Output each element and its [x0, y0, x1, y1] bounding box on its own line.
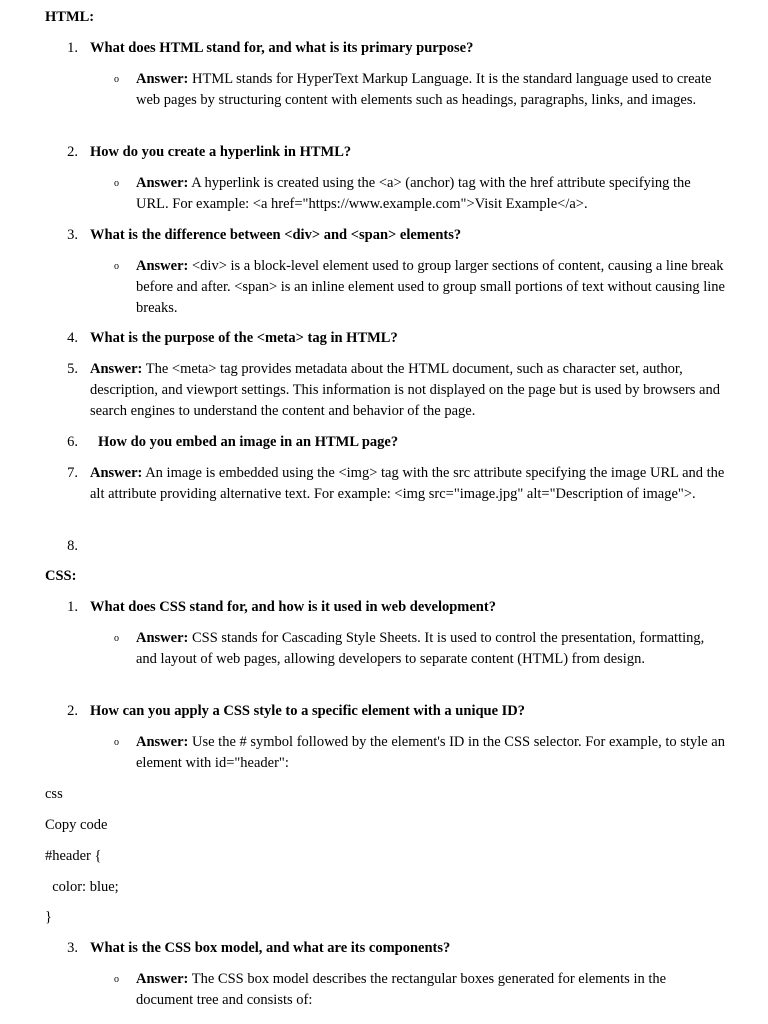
bullet-icon: o: [114, 737, 119, 748]
answer-label: Answer:: [90, 465, 143, 481]
question-css-2: How can you apply a CSS style to a specific element with a unique ID?: [90, 703, 526, 719]
bullet-icon: o: [114, 633, 119, 644]
answer-text: CSS stands for Cascading Style Sheets. It is used to control the presentation, formatting, and layout of web pages, allowing developers to separate content (HTML) from design.: [136, 630, 705, 667]
list-number: 4.: [67, 330, 78, 346]
question-html-1: What does HTML stand for, and what is its primary purpose?: [90, 40, 474, 56]
answer-css-2: [136, 732, 726, 774]
answer-css-3: [136, 969, 726, 1011]
code-language-label: css: [45, 786, 63, 802]
answer-text: The CSS box model describes the rectangular boxes generated for elements in the document tree and consists of:: [136, 971, 667, 1008]
question-css-1: What does CSS stand for, and how is it used in web development?: [90, 599, 496, 615]
answer-html-3: [136, 256, 726, 319]
answer-label: Answer:: [136, 175, 189, 191]
answer-label: Answer:: [136, 71, 189, 87]
list-number: 2.: [67, 144, 78, 160]
answer-label: Answer:: [136, 971, 189, 987]
list-number: 1.: [67, 599, 78, 615]
copy-code-button[interactable]: Copy code: [45, 817, 108, 833]
answer-text: <div> is a block-level element used to group larger sections of content, causing a line break before and after. <span> is an inline element used to group small portions of text without causing line breaks.: [136, 258, 725, 316]
question-html-2: How do you create a hyperlink in HTML?: [90, 144, 352, 160]
answer-html-2: [136, 173, 726, 215]
bullet-icon: o: [114, 974, 119, 985]
answer-label: Answer:: [90, 361, 143, 377]
bullet-icon: o: [114, 178, 119, 189]
code-line: color: blue;: [45, 879, 119, 895]
answer-label: Answer:: [136, 734, 189, 750]
css-section-heading: CSS:: [45, 568, 77, 584]
question-html-4: What is the purpose of the <meta> tag in HTML?: [90, 330, 398, 346]
answer-text: HTML stands for HyperText Markup Language. It is the standard language used to create web pages by structuring content with elements such as headings, paragraphs, links, and images.: [136, 71, 712, 108]
answer-label: Answer:: [136, 630, 189, 646]
list-number: 8.: [67, 538, 78, 554]
html-section-heading: HTML:: [45, 9, 95, 25]
answer-text: A hyperlink is created using the <a> (anchor) tag with the href attribute specifying the URL. For example: <a href="https://www.example.com">Visit Example</a>.: [136, 175, 691, 212]
question-html-3: What is the difference between <div> and <span> elements?: [90, 227, 462, 243]
code-line: #header {: [45, 848, 102, 864]
answer-html-1: [136, 69, 726, 111]
list-number: 6.: [67, 434, 78, 450]
list-number: 2.: [67, 703, 78, 719]
list-number: 3.: [67, 940, 78, 956]
answer-html-5: [90, 463, 730, 505]
bullet-icon: o: [114, 261, 119, 272]
list-number: 7.: [67, 465, 78, 481]
answer-html-4: [90, 359, 730, 422]
answer-text: The <meta> tag provides metadata about the HTML document, such as character set, author, description, and viewport settings. This information is not displayed on the page but is used by browsers and search engines to understand the content and behavior of the page.: [90, 361, 720, 419]
bullet-icon: o: [114, 74, 119, 85]
answer-css-1: [136, 628, 726, 670]
question-html-5: How do you embed an image in an HTML page?: [98, 434, 399, 450]
list-number: 5.: [67, 361, 78, 377]
list-number: 1.: [67, 40, 78, 56]
answer-text: Use the # symbol followed by the element's ID in the CSS selector. For example, to style an element with id="header":: [136, 734, 725, 771]
code-line: }: [45, 909, 52, 925]
list-number: 3.: [67, 227, 78, 243]
answer-label: Answer:: [136, 258, 189, 274]
question-css-3: What is the CSS box model, and what are its components?: [90, 940, 451, 956]
answer-text: An image is embedded using the <img> tag with the src attribute specifying the image URL and the alt attribute providing alternative text. For example: <img src="image.jpg" alt="Description of image">.: [90, 465, 725, 502]
